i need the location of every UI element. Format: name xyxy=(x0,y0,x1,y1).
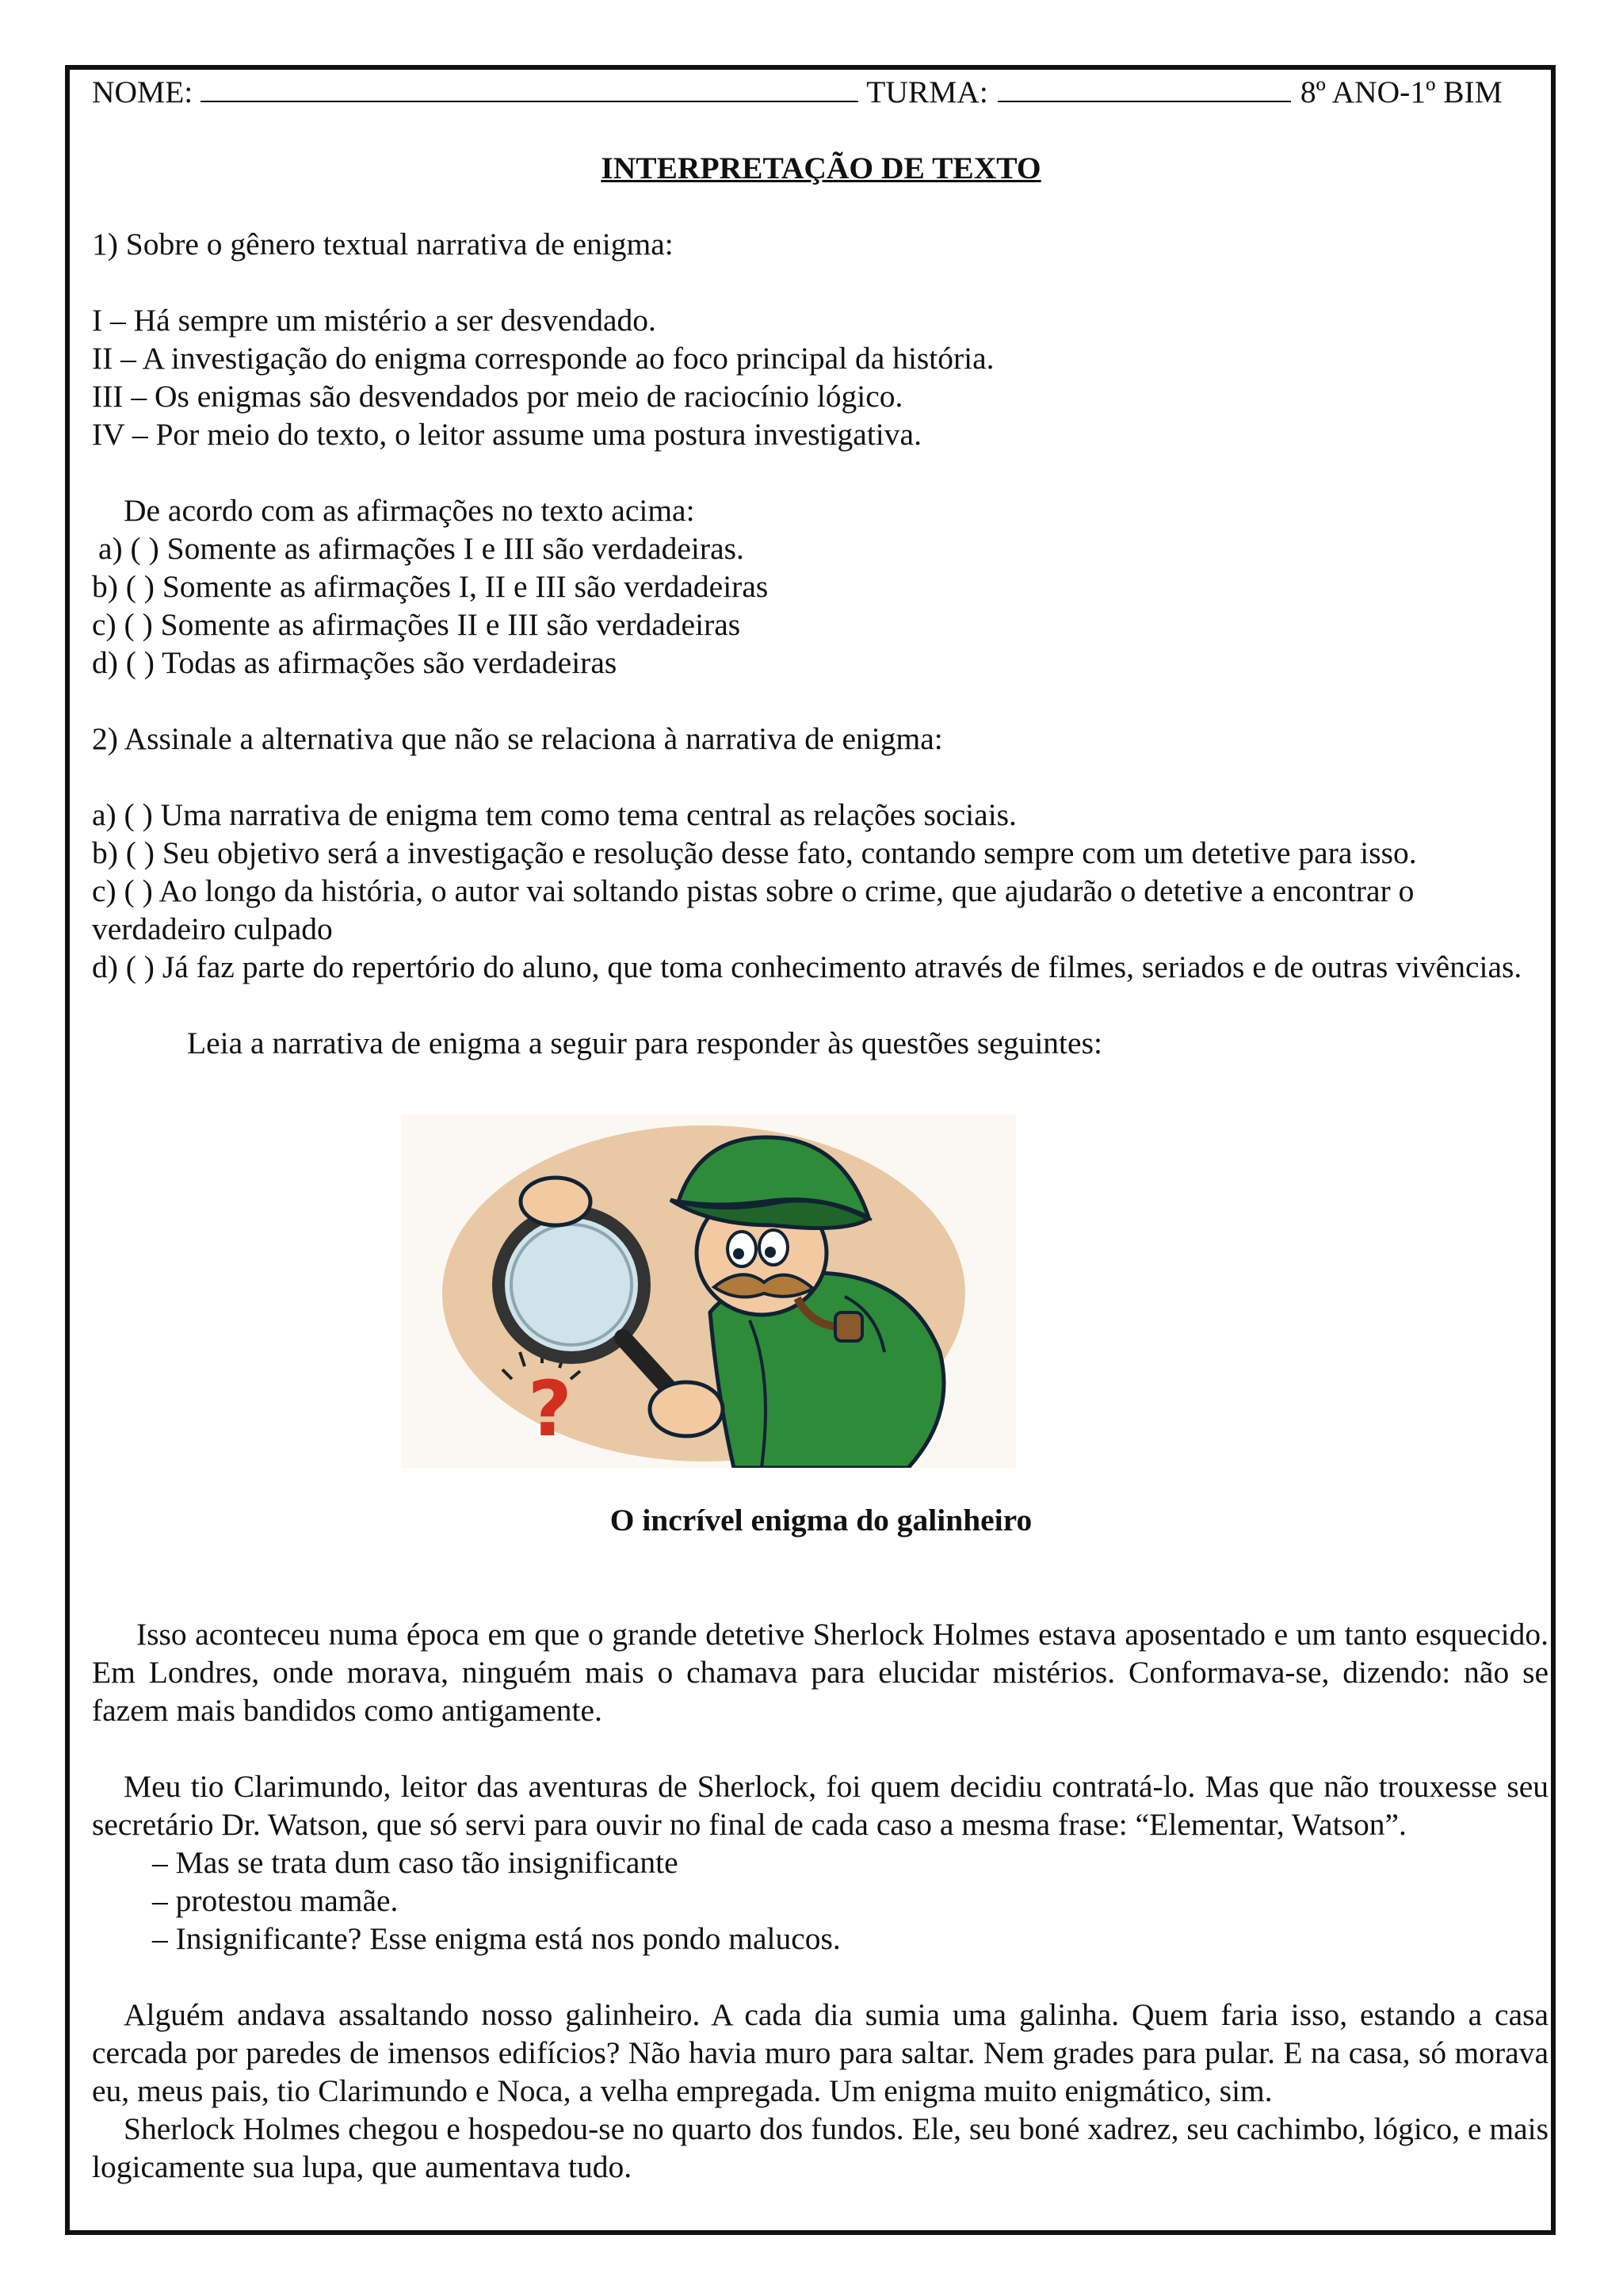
q1-option-d[interactable]: d) ( ) Todas as afirmações são verdadeiras xyxy=(92,645,617,680)
q1-question: 1) Sobre o gênero textual narrativa de enigma: xyxy=(92,227,674,262)
detective-illustration xyxy=(401,1114,1016,1468)
q2-option-b[interactable]: b) ( ) Seu objetivo será a investigação e resolução desse fato, contando sempre com um detetive para isso. xyxy=(92,835,1417,870)
q2-option-d[interactable]: d) ( ) Já faz parte do repertório do aluno, que toma conhecimento através de filmes, seriados e de outras vivências. xyxy=(92,949,1522,984)
q1-option-b[interactable]: b) ( ) Somente as afirmações I, II e III são verdadeiras xyxy=(92,569,769,604)
story-dialogue-line: – protestou mamãe. xyxy=(152,1883,399,1918)
name-blank[interactable] xyxy=(200,74,858,102)
q1-statement: II – A investigação do enigma corresponde ao foco principal da história. xyxy=(92,341,995,376)
story-paragraph-1: Isso aconteceu numa época em que o grande detetive Sherlock Holmes estava aposentado e um tanto esquecido. Em Londres, onde morava, ninguém mais o chamava para elucidar mistérios. Conformava-se, dizendo: não se fazem mais bandidos como antigamente. xyxy=(92,1617,1549,1728)
q1-option-c[interactable]: c) ( ) Somente as afirmações II e III são verdadeiras xyxy=(92,607,741,642)
story-paragraph-4: Sherlock Holmes chegou e hospedou-se no quarto dos fundos. Ele, seu boné xadrez, seu cachimbo, lógico, e mais logicamente sua lupa, que aumentava tudo. xyxy=(92,2111,1549,2184)
story-title: O incrível enigma do galinheiro xyxy=(609,1503,1033,1538)
q1-prompt: De acordo com as afirmações no texto acima: xyxy=(124,493,695,528)
header-row xyxy=(92,73,1550,111)
story-paragraph-2: Meu tio Clarimundo, leitor das aventuras de Sherlock, foi quem decidiu contratá-lo. Mas que não trouxesse seu secretário Dr. Watson, que só servi para ouvir no final de cada caso a mesma frase: “Elementar, Watson”. xyxy=(92,1769,1549,1842)
svg-text:?: ? xyxy=(528,1365,572,1454)
class-blank[interactable] xyxy=(998,74,1291,102)
class-label: TURMA: xyxy=(866,74,988,109)
story-paragraph-3: Alguém andava assaltando nosso galinheiro. A cada dia sumia uma galinha. Quem faria isso, estando a casa cercada por paredes de imensos edifícios? Não havia muro para saltar. Nem grades para pular. E na casa, só morava eu, meus pais, tio Clarimundo e Noca, a velha empregada. Um enigma muito enigmático, sim. xyxy=(92,1997,1549,2108)
story-dialogue-line: – Insignificante? Esse enigma está nos pondo malucos. xyxy=(152,1921,841,1956)
page-title: INTERPRETAÇÃO DE TEXTO xyxy=(601,151,1041,185)
name-label: NOME: xyxy=(92,74,193,109)
q1-statement: I – Há sempre um mistério a ser desvendado. xyxy=(92,303,656,338)
q2-option-a[interactable]: a) ( ) Uma narrativa de enigma tem como tema central as relações sociais. xyxy=(92,797,1017,832)
story-dialogue-line: – Mas se trata dum caso tão insignificante xyxy=(152,1845,678,1880)
reading-instruction: Leia a narrativa de enigma a seguir para responder às questões seguintes: xyxy=(187,1026,1102,1060)
q1-option-a[interactable]: a) ( ) Somente as afirmações I e III são verdadeiras. xyxy=(98,531,744,566)
q1-statement: III – Os enigmas são desvendados por meio de raciocínio lógico. xyxy=(92,379,903,414)
q2-option-c[interactable]: c) ( ) Ao longo da história, o autor vai soltando pistas sobre o crime, que ajudarão o detetive a encontrar o verdadeiro culpado xyxy=(92,873,1415,946)
q1-statement: IV – Por meio do texto, o leitor assume uma postura investigativa. xyxy=(92,417,922,452)
q2-question: 2) Assinale a alternativa que não se relaciona à narrativa de enigma: xyxy=(92,721,943,756)
grade-label: 8º ANO-1º BIM xyxy=(1300,74,1503,109)
